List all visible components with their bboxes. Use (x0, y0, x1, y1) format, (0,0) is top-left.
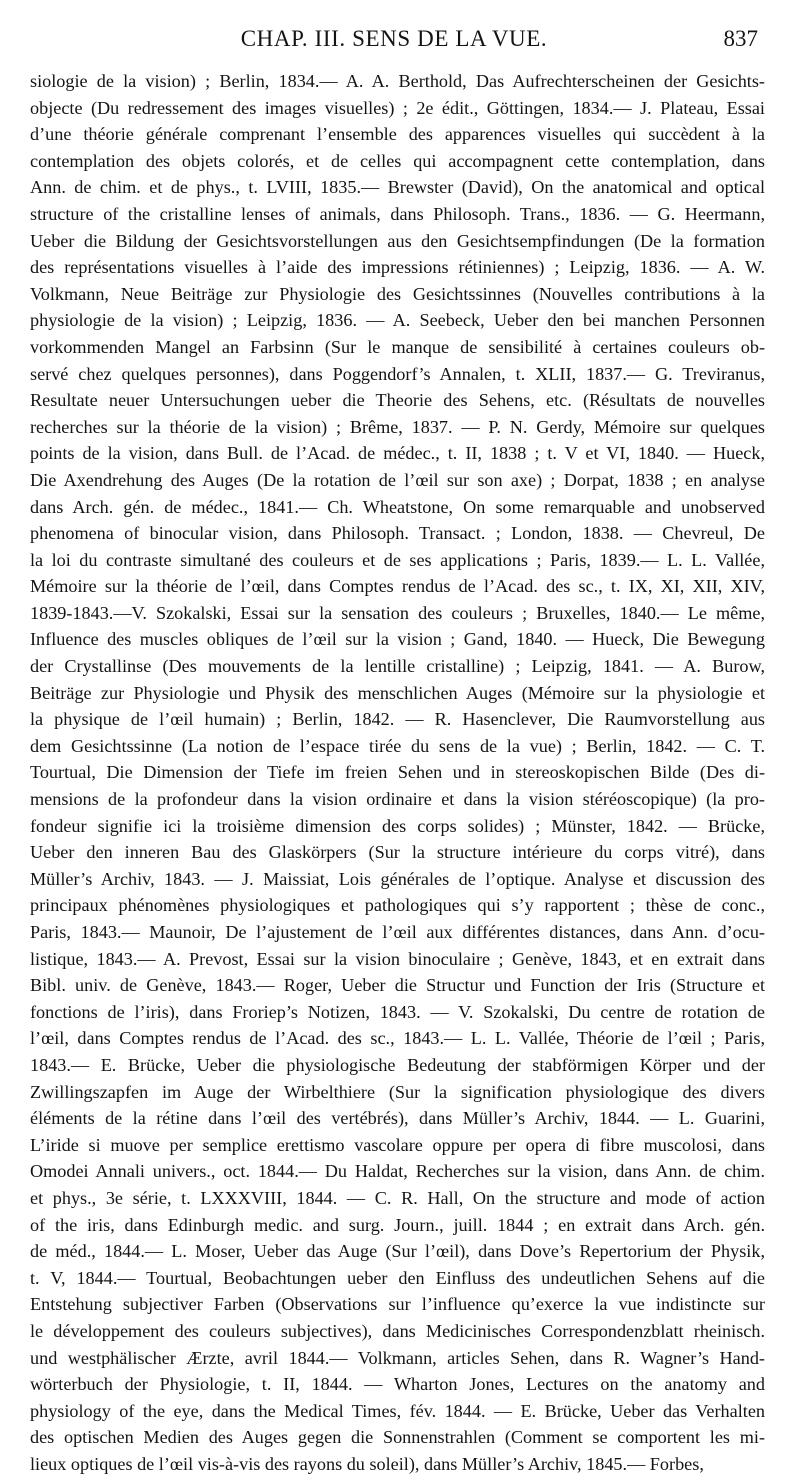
text-line: Die Axendrehung des Auges (De la rotation de l’œil sur son axe) ; Dorpat, 1838 ; en analyse (30, 469, 765, 490)
text-line: Bibl. univ. de Genève, 1843.— Roger, Ueber die Structur und Function der Iris (Structure et (30, 975, 765, 996)
text-line: listique, 1843.— A. Prevost, Essai sur la vision binoculaire ; Genève, 1843, et en extrait dans (30, 948, 765, 969)
text-line: mensions de la profondeur dans la vision ordinaire et dans la vision stéréoscopique) (la pro- (30, 789, 765, 810)
text-line: recherches sur la théorie de la vision) ; Brême, 1837. — P. N. Gerdy, Mémoire sur quelques (30, 416, 765, 437)
text-line: Ueber den inneren Bau des Glaskörpers (Sur la structure intérieure du corps vitré), dans (30, 842, 765, 863)
text-line: L’iride si muove per semplice erettismo vascolare oppure per opera di fibre muscolosi, dans (30, 1134, 765, 1155)
text-line: Volkmann, Neue Beiträge zur Physiologie des Gesichtssinnes (Nouvelles contributions à la (30, 283, 765, 304)
text-line: d’une théorie générale comprenant l’ensemble des apparences visuelles qui succèdent à la (30, 124, 765, 145)
text-line: éléments de la rétine dans l’œil des vertébrés), dans Müller’s Archiv, 1844. — L. Guarini, (30, 1108, 765, 1129)
text-line: structure of the cristalline lenses of animals, dans Philosoph. Trans., 1836. — G. Heermann, (30, 203, 765, 224)
text-line: Paris, 1843.— Maunoir, De l’ajustement de l’œil aux différentes distances, dans Ann. d’ocu- (30, 922, 765, 942)
text-line: la physique de l’œil humain) ; Berlin, 1842. — R. Hasenclever, Die Raumvorstellung aus (30, 709, 765, 730)
page-header (30, 26, 758, 60)
text-line: phenomena of binocular vision, dans Philosoph. Transact. ; London, 1838. — Chevreul, De (30, 523, 765, 544)
text-line: physiologie de la vision) ; Leipzig, 1836. — A. Seebeck, Ueber den bei manchen Personnen (30, 310, 765, 331)
text-line: Resultate neuer Untersuchungen ueber die Theorie des Sehens, etc. (Résultats de nouvelles (30, 390, 765, 411)
text-line: Müller’s Archiv, 1843. — J. Maissiat, Lois générales de l’optique. Analyse et discussion des (30, 868, 765, 889)
text-line: of the iris, dans Edinburgh medic. and surg. Journ., juill. 1844 ; en extrait dans Arch. gén. (30, 1214, 765, 1235)
text-line: dem Gesichtssinne (La notion de l’espace tirée du sens de la vue) ; Berlin, 1842. — C. T. (30, 735, 765, 756)
text-line: des optischen Medien des Auges gegen die Sonnenstrahlen (Comment se comportent les mi- (30, 1427, 765, 1448)
text-line: Mémoire sur la théorie de l’œil, dans Comptes rendus de l’Acad. des sc., t. IX, XI, XII, XIV, (30, 576, 765, 597)
text-line: der Crystallinse (Des mouvements de la lentille cristalline) ; Leipzig, 1841. — A. Burow, (30, 656, 765, 677)
text-line: points de la vision, dans Bull. de l’Acad. de médec., t. II, 1838 ; t. V et VI, 1840. — Hueck, (30, 443, 765, 464)
text-line: physiology of the eye, dans the Medical Times, fév. 1844. — E. Brücke, Ueber das Verhalten (30, 1400, 765, 1421)
text-line: Beiträge zur Physiologie und Physik des menschlichen Auges (Mémoire sur la physiologie et (30, 682, 765, 703)
text-line: Ueber die Bildung der Gesichtsvorstellungen aus den Gesichtsempfindungen (De la formation (30, 230, 765, 251)
page-number: 837 (723, 26, 758, 51)
text-line: Influence des muscles obliques de l’œil sur la vision ; Gand, 1840. — Hueck, Die Bewegung (30, 629, 765, 650)
text-line: de méd., 1844.— L. Moser, Ueber das Auge (Sur l’œil), dans Dove’s Repertorium der Physik, (30, 1241, 765, 1262)
text-line: Zwillingszapfen im Auge der Wirbelthiere (Sur la signification physiologique des divers (30, 1081, 765, 1102)
text-line: t. V, 1844.— Tourtual, Beobachtungen ueber den Einfluss des undeutlichen Sehens auf die (30, 1267, 765, 1288)
text-line: wörterbuch der Physiologie, t. II, 1844. — Wharton Jones, Lectures on the anatomy and (30, 1374, 765, 1395)
text-line: principaux phénomènes physiologiques et pathologiques qui s’y rapportent ; thèse de conc., (30, 895, 765, 916)
text-line: des représentations visuelles à l’aide des impressions rétiniennes) ; Leipzig, 1836. — A. W. (30, 257, 765, 278)
text-line: Tourtual, Die Dimension der Tiefe im freien Sehen und in stereoskopischen Bilde (Des di- (30, 762, 765, 783)
text-line: fonctions de l’iris), dans Froriep’s Notizen, 1843. — V. Szokalski, Du centre de rotation de (30, 1001, 765, 1022)
text-line: lieux optiques de l’œil vis-à-vis des rayons du soleil), dans Müller’s Archiv, 1845.— Forbes, (30, 1453, 704, 1474)
text-line: l’œil, dans Comptes rendus de l’Acad. des sc., 1843.— L. L. Vallée, Théorie de l’œil ; Paris, (30, 1028, 765, 1049)
text-line: Entstehung subjectiver Farben (Observations sur l’influence qu’exerce la vue indistincte sur (30, 1294, 765, 1315)
text-line: vorkommenden Mangel an Farbsinn (Sur le manque de sensibilité à certaines couleurs ob- (30, 336, 765, 357)
text-line: dans Arch. gén. de médec., 1841.— Ch. Wheatstone, On some remarquable and unobserved (30, 496, 765, 517)
running-title: CHAP. III. SENS DE LA VUE. (240, 26, 548, 51)
text-line: 1839-1843.—V. Szokalski, Essai sur la sensation des couleurs ; Bruxelles, 1840.— Le même, (30, 602, 765, 623)
text-line: fondeur signifie ici la troisième dimension des corps solides) ; Münster, 1842. — Brücke, (30, 815, 765, 836)
text-line: et phys., 3e série, t. LXXXVIII, 1844. — C. R. Hall, On the structure and mode of action (30, 1187, 765, 1208)
text-line: le développement des couleurs subjectives), dans Medicinisches Correspondenzblatt rheinisch. (30, 1320, 765, 1341)
bibliography-text (30, 68, 765, 1477)
text-line: Omodei Annali univers., oct. 1844.— Du Haldat, Recherches sur la vision, dans Ann. de chim. (30, 1161, 765, 1182)
text-line: contemplation des objets colorés, et de celles qui accompagnent cette contemplation, dans (30, 150, 765, 171)
text-line: servé chez quelques personnes), dans Poggendorf’s Annalen, t. XLII, 1837.— G. Treviranus, (30, 363, 765, 384)
text-line: Ann. de chim. et de phys., t. LVIII, 1835.— Brewster (David), On the anatomical and optical (30, 177, 765, 198)
text-line: la loi du contraste simultané des couleurs et de ses applications ; Paris, 1839.— L. L. Vallée, (30, 549, 765, 570)
text-line: siologie de la vision) ; Berlin, 1834.— A. A. Berthold, Das Aufrechterscheinen der Gesichts- (30, 71, 765, 91)
text-line: und westphälischer Ærzte, avril 1844.— Volkmann, articles Sehen, dans R. Wagner’s Hand- (30, 1347, 765, 1368)
text-line: 1843.— E. Brücke, Ueber die physiologische Bedeutung der stabförmigen Körper und der (30, 1054, 765, 1075)
text-line: objecte (Du redressement des images visuelles) ; 2e édit., Göttingen, 1834.— J. Plateau, Essai (30, 97, 765, 118)
